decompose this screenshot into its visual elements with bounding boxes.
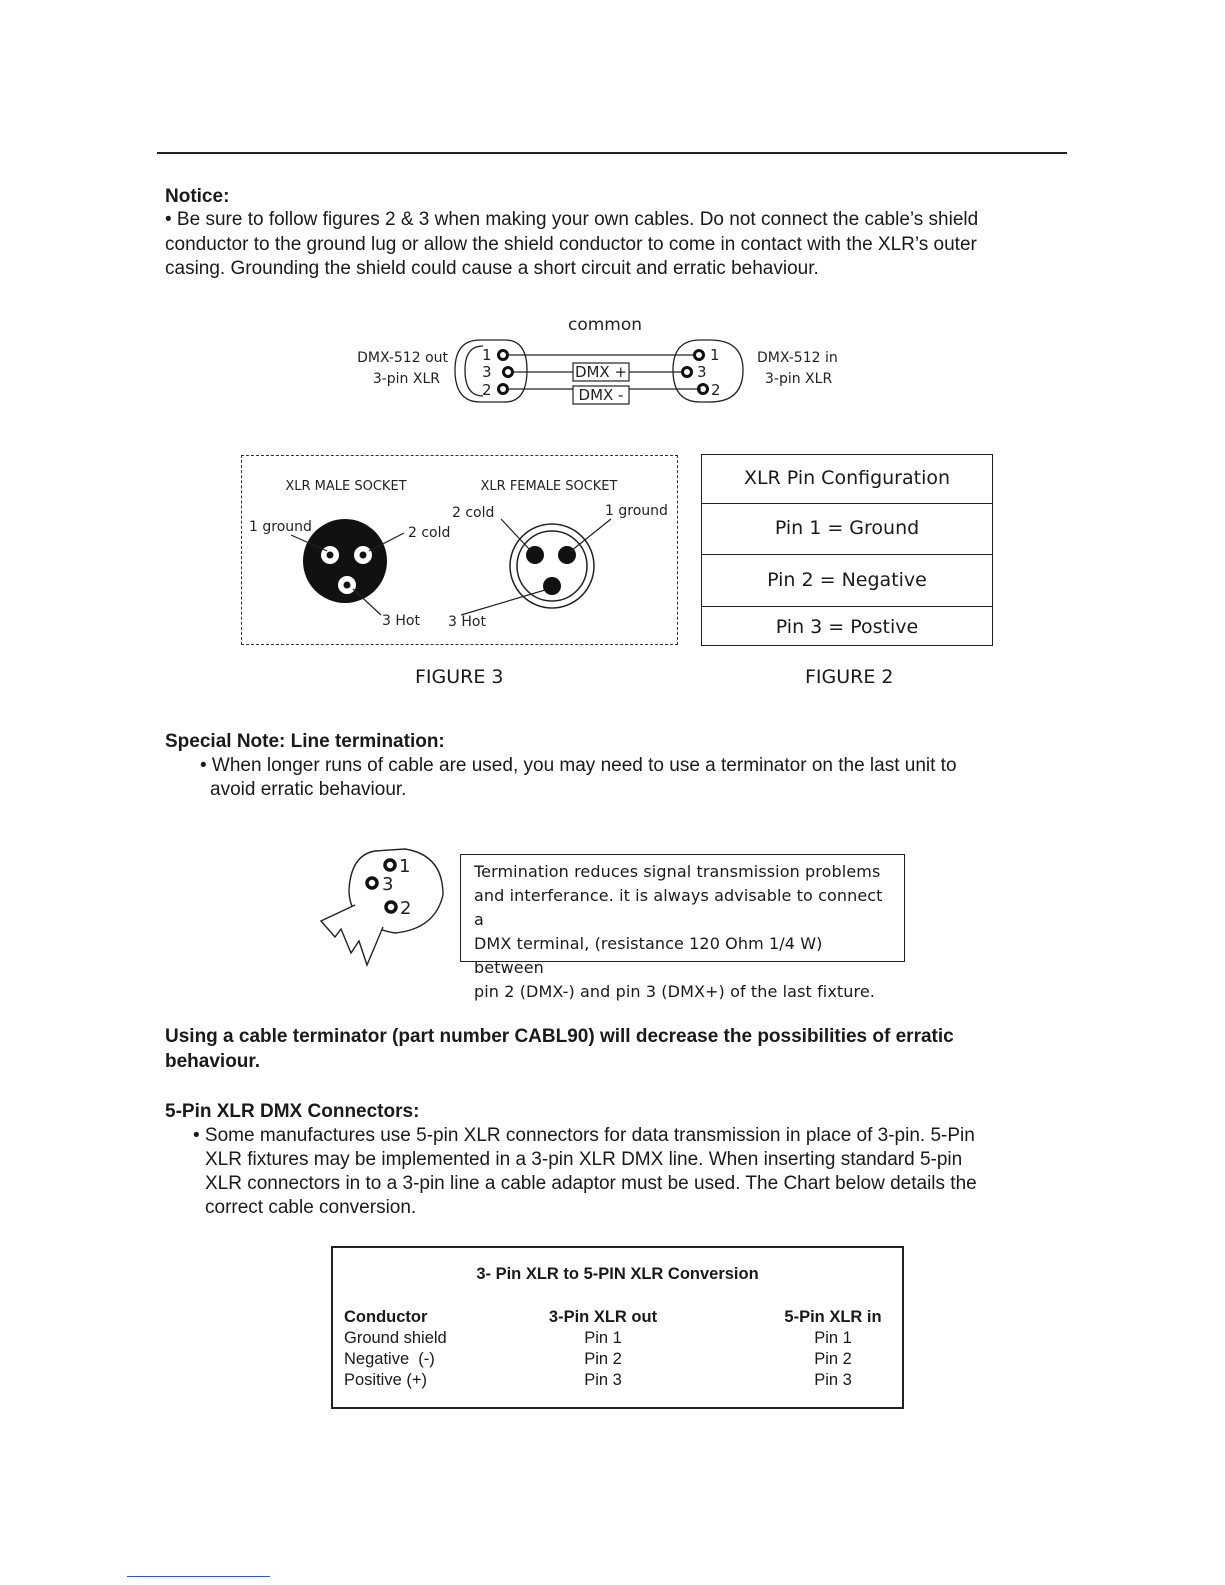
svg-text:2 cold: 2 cold	[452, 505, 495, 521]
table-cell: Pin 2	[584, 1350, 622, 1368]
xlr-female-socket	[461, 519, 611, 615]
table-cell: Ground shield	[344, 1329, 447, 1347]
table-cell: Pin 1	[814, 1329, 852, 1347]
table-cell: Pin 1	[584, 1329, 622, 1347]
table-cell: Negative (-)	[344, 1350, 435, 1368]
svg-text:1 ground: 1 ground	[605, 503, 668, 519]
special-note-line: • When longer runs of cable are used, you may need to use a terminator on the last unit to	[200, 755, 957, 776]
table-cell: Pin 3	[814, 1371, 852, 1389]
column-header: 3-Pin XLR out	[548, 1308, 658, 1326]
notice-line: casing. Grounding the shield could cause a short circuit and erratic behaviour.	[165, 258, 819, 279]
special-note-line: avoid erratic behaviour.	[210, 779, 407, 800]
pin-table-row: Pin 1 = Ground	[702, 504, 992, 555]
svg-text:2: 2	[711, 381, 721, 399]
svg-text:3: 3	[697, 363, 707, 381]
notice-heading: Notice:	[165, 186, 230, 207]
svg-text:2: 2	[482, 381, 492, 399]
svg-text:1 ground: 1 ground	[249, 519, 312, 535]
terminator-note-line: Using a cable terminator (part number CABL90) will decrease the possibilities of erratic	[165, 1026, 954, 1047]
notice-line: • Be sure to follow figures 2 & 3 when making your own cables. Do not connect the cable’s shield	[165, 209, 979, 230]
dmx-minus-label: DMX -	[578, 386, 624, 404]
terminator-note-line: behaviour.	[165, 1051, 261, 1072]
pin-table-row: Pin 3 = Postive	[775, 616, 919, 638]
special-note-heading: Special Note: Line termination:	[165, 731, 445, 752]
notice-paragraph	[165, 208, 978, 282]
termination-line: DMX terminal, (resistance 120 Ohm 1/4 W) between	[474, 934, 823, 977]
five-pin-line: XLR connectors in to a 3-pin line a cable adaptor must be used. The Chart below details the	[205, 1173, 977, 1194]
male-socket-title: XLR MALE SOCKET	[285, 479, 407, 494]
common-label: common	[567, 315, 643, 335]
pin-table-row: Pin 2 = Negative	[702, 555, 992, 607]
termination-line: pin 2 (DMX-) and pin 3 (DMX+) of the last fixture.	[474, 982, 875, 1001]
column-header: Conductor	[344, 1308, 428, 1326]
female-socket-title: XLR FEMALE SOCKET	[480, 479, 618, 494]
dmx-out-label: DMX-512 out	[357, 350, 448, 366]
dmx-in-label: DMX-512 in	[757, 350, 838, 366]
svg-text:2 cold: 2 cold	[408, 525, 451, 541]
pin-table-header: XLR Pin Configuration	[702, 455, 992, 504]
svg-text:1: 1	[482, 346, 492, 364]
terminator-plug-diagram	[315, 845, 455, 975]
notice-line: conductor to the ground lug or allow the shield conductor to come in contact with the XLR’s outer	[165, 233, 977, 255]
five-pin-heading: 5-Pin XLR DMX Connectors:	[165, 1101, 420, 1122]
dmx-cable-diagram	[355, 310, 875, 420]
termination-line: and interferance. it is always advisable to connect a	[474, 886, 883, 929]
dmx-plus-label: DMX +	[574, 363, 628, 381]
five-pin-line: XLR fixtures may be implemented in a 3-pin XLR DMX line. When inserting standard 5-pin	[205, 1149, 963, 1170]
conversion-title: 3- Pin XLR to 5-PIN XLR Conversion	[476, 1265, 759, 1283]
conversion-table	[331, 1246, 904, 1409]
dmx-out-xlr-label: 3-pin XLR	[372, 371, 440, 387]
header-rule	[157, 152, 1067, 154]
svg-text:3: 3	[382, 874, 394, 895]
svg-text:2: 2	[400, 898, 412, 919]
svg-text:1: 1	[710, 346, 720, 364]
figure2-caption: FIGURE 2	[805, 666, 894, 688]
pin-configuration-table	[701, 454, 993, 646]
five-pin-line: correct cable conversion.	[205, 1197, 417, 1218]
termination-line: Termination reduces signal transmission problems	[474, 862, 881, 881]
svg-text:3 Hot: 3 Hot	[448, 614, 486, 630]
five-pin-line: • Some manufactures use 5-pin XLR connectors for data transmission in place of 3-pin. 5-Pin	[193, 1125, 975, 1146]
svg-text:1: 1	[399, 856, 411, 877]
table-cell: Pin 2	[814, 1350, 852, 1368]
table-cell: Pin 3	[584, 1371, 622, 1389]
svg-text:3 Hot: 3 Hot	[382, 613, 420, 629]
termination-info-box	[460, 854, 905, 1001]
svg-text:3: 3	[482, 363, 492, 381]
footer-link-underline[interactable]	[127, 1576, 270, 1577]
xlr-socket-diagram	[241, 455, 678, 645]
column-header: 5-Pin XLR in	[784, 1308, 882, 1326]
table-cell: Positive (+)	[344, 1371, 427, 1389]
figure3-caption: FIGURE 3	[415, 666, 504, 688]
dmx-in-xlr-label: 3-pin XLR	[765, 371, 833, 387]
